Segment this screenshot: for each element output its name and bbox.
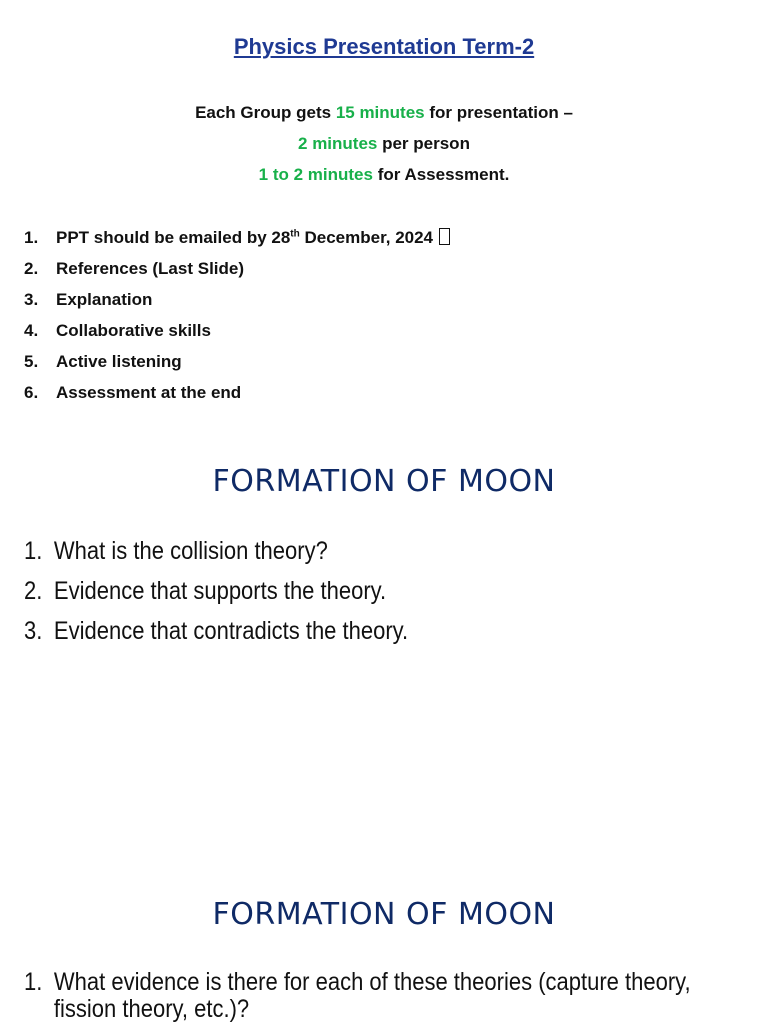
rules-list bbox=[24, 226, 450, 412]
intro-line-per-person bbox=[0, 134, 768, 154]
list-item bbox=[24, 576, 408, 616]
intro-text: for presentation – bbox=[424, 103, 573, 122]
list-text: Explanation bbox=[56, 290, 153, 309]
list-text: References (Last Slide) bbox=[56, 259, 245, 278]
list-text-part: December, 2024 bbox=[299, 228, 434, 247]
list-number: 2. bbox=[24, 577, 43, 605]
list-number: 5. bbox=[24, 352, 39, 371]
list-number: 1. bbox=[24, 228, 39, 247]
list-number: 1. bbox=[24, 537, 43, 565]
list-text: Assessment at the end bbox=[56, 383, 242, 402]
list-number: 3. bbox=[24, 290, 39, 309]
section-title: FORMATION OF MOON bbox=[212, 464, 556, 499]
highlight-duration: 15 minutes bbox=[335, 103, 425, 122]
list-number: 1. bbox=[24, 968, 43, 996]
list-text: Collaborative skills bbox=[56, 321, 211, 340]
list-item bbox=[24, 288, 450, 319]
list-number: 4. bbox=[24, 321, 39, 340]
list-text: Evidence that supports the theory. bbox=[53, 577, 387, 605]
highlight-duration: 1 to 2 minutes bbox=[258, 165, 373, 184]
missing-glyph-icon bbox=[439, 228, 450, 245]
intro-text: per person bbox=[377, 134, 470, 153]
section-title: FORMATION OF MOON bbox=[212, 897, 556, 932]
list-text: Active listening bbox=[56, 352, 182, 371]
intro-line-presentation-time bbox=[0, 103, 768, 123]
list-item bbox=[24, 969, 763, 1023]
intro-text: Each Group gets bbox=[195, 103, 336, 122]
list-text: What evidence is there for each of these theories (capture theory, fission theory, etc.)? bbox=[53, 968, 691, 1023]
list-text: Evidence that contradicts the theory. bbox=[53, 617, 409, 645]
ordinal-suffix: th bbox=[290, 228, 300, 240]
list-number: 3. bbox=[24, 617, 43, 645]
list-item bbox=[24, 616, 408, 656]
list-item bbox=[24, 350, 450, 381]
intro-text: for Assessment. bbox=[372, 165, 510, 184]
list-item bbox=[24, 536, 408, 576]
list-item bbox=[24, 226, 450, 257]
list-item bbox=[24, 319, 450, 350]
highlight-duration: 2 minutes bbox=[298, 134, 378, 153]
intro-line-assessment bbox=[0, 165, 768, 185]
list-item bbox=[24, 381, 450, 412]
list-text-part: PPT should be emailed by 28 bbox=[56, 228, 291, 247]
list-text: What is the collision theory? bbox=[53, 537, 328, 565]
questions-list bbox=[24, 969, 763, 1023]
page-title: Physics Presentation Term-2 bbox=[233, 34, 535, 59]
list-item bbox=[24, 257, 450, 288]
list-number: 2. bbox=[24, 259, 39, 278]
list-text bbox=[56, 226, 450, 257]
list-number: 6. bbox=[24, 383, 39, 402]
questions-list bbox=[24, 536, 408, 656]
